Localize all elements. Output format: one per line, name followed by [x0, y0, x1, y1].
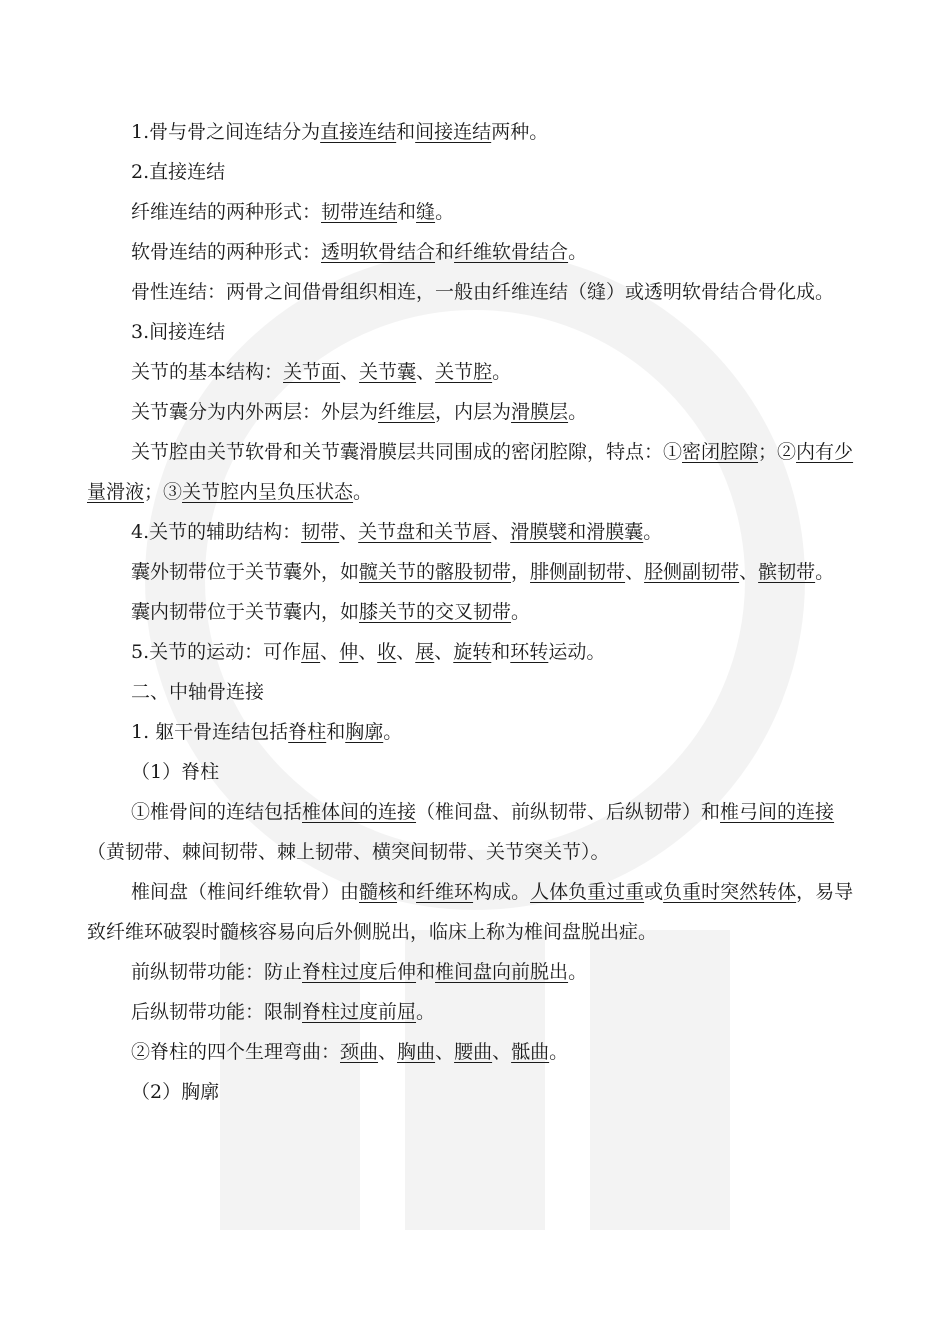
underlined-term: 膝关节的交叉韧带 [359, 601, 512, 623]
paragraph-p6 [87, 312, 867, 352]
text-run: 、 [396, 641, 416, 663]
text-run: 、 [340, 361, 360, 383]
paragraph-p21 [87, 1032, 867, 1072]
underlined-term: 人体负重过重 [530, 881, 645, 903]
underlined-term: 关节腔 [435, 361, 493, 383]
paragraph-p17 [87, 792, 867, 872]
underlined-term: 髓核 [359, 881, 398, 903]
text-run: ， [511, 561, 531, 583]
underlined-term: 腓侧副韧带 [530, 561, 626, 583]
text-run: 、 [358, 641, 378, 663]
text-run: 。 [435, 201, 455, 223]
text-run: 5.关节的运动：可作 [131, 641, 302, 663]
text-run: 前纵韧带功能：防止 [131, 961, 303, 983]
underlined-term: 滑膜层 [511, 401, 569, 423]
text-run: 运动。 [548, 641, 606, 663]
underlined-term: 骶曲 [511, 1041, 550, 1063]
paragraph-p15 [87, 712, 867, 752]
text-run: 1. 躯干骨连结包括 [131, 721, 289, 743]
text-run: 、 [416, 361, 436, 383]
paragraph-p20 [87, 992, 867, 1032]
paragraph-p4 [87, 232, 867, 272]
underlined-term: 透明软骨结合 [321, 241, 436, 263]
paragraph-p14 [87, 672, 867, 712]
text-run: 、 [339, 521, 359, 543]
paragraph-p5 [87, 272, 867, 312]
paragraph-p19 [87, 952, 867, 992]
text-run: 和 [416, 961, 436, 983]
text-run: 。 [815, 561, 835, 583]
text-run: 囊内韧带位于关节囊内，如 [131, 601, 360, 623]
text-run: 关节囊分为内外两层：外层为 [131, 401, 379, 423]
text-run: 和 [326, 721, 346, 743]
underlined-term: 展 [415, 641, 435, 663]
text-run: 骨性连结：两骨之间借骨组织相连，一般由纤维连结（缝）或透明软骨结合骨化成。 [131, 281, 835, 303]
underlined-term: 纤维软骨结合 [454, 241, 569, 263]
text-run: ①椎骨间的连结包括 [131, 801, 303, 823]
underlined-term: 腰曲 [454, 1041, 493, 1063]
text-run: （2）胸廓 [131, 1081, 220, 1103]
text-run: 关节腔由关节软骨和关节囊滑膜层共同围成的密闭腔隙，特点：① [131, 441, 683, 463]
text-run: 和 [435, 241, 455, 263]
underlined-term: 脊柱过度后伸 [302, 961, 417, 983]
text-run: 、 [492, 1041, 512, 1063]
text-run: （椎间盘、前纵韧带、后纵韧带）和 [416, 801, 721, 823]
text-run: 纤维连结的两种形式： [131, 201, 322, 223]
text-run: 、 [625, 561, 645, 583]
underlined-term: 滑膜襞和滑膜囊 [510, 521, 644, 543]
text-run: 两种。 [491, 121, 549, 143]
paragraph-p3 [87, 192, 867, 232]
paragraph-p9 [87, 432, 867, 512]
text-run: 椎间盘（椎间纤维软骨）由 [131, 881, 360, 903]
text-run: 4.关节的辅助结构： [131, 521, 302, 543]
text-run: 。 [416, 1001, 436, 1023]
text-run: ；② [758, 441, 797, 463]
underlined-term: 伸 [339, 641, 359, 663]
paragraph-p22 [87, 1072, 867, 1112]
underlined-term: 胸廓 [345, 721, 384, 743]
underlined-term: 屈 [301, 641, 321, 663]
text-run: ；③ [144, 481, 183, 503]
text-run: 和 [397, 201, 417, 223]
underlined-term: 旋转 [453, 641, 492, 663]
text-run: 。 [492, 361, 512, 383]
paragraph-p2 [87, 152, 867, 192]
text-run: 关节的基本结构： [131, 361, 284, 383]
text-run: ②脊柱的四个生理弯曲： [131, 1041, 341, 1063]
paragraph-p10 [87, 512, 867, 552]
paragraph-p1 [87, 112, 867, 152]
text-run: 3.间接连结 [131, 321, 226, 343]
underlined-term: 关节腔内呈负压状态 [182, 481, 354, 503]
underlined-term: 纤维层 [378, 401, 436, 423]
text-run: 。 [511, 601, 531, 623]
underlined-term: 直接连结 [320, 121, 397, 143]
underlined-term: 关节面 [283, 361, 341, 383]
text-run: 或 [644, 881, 664, 903]
underlined-term: 收 [377, 641, 397, 663]
underlined-term: 纤维环 [416, 881, 474, 903]
underlined-term: 脊柱 [288, 721, 327, 743]
paragraph-p18 [87, 872, 867, 952]
text-run: 构成。 [473, 881, 531, 903]
text-run: ，易导致纤维环破裂时髓核容易向后外侧脱出，临床上称为椎间盘脱出症。 [87, 881, 854, 943]
text-run: 。 [568, 961, 588, 983]
underlined-term: 椎弓间的连接 [720, 801, 835, 823]
text-run: （1）脊柱 [131, 761, 220, 783]
text-run: 、 [739, 561, 759, 583]
text-run: ，内层为 [435, 401, 512, 423]
text-run: 和 [396, 121, 416, 143]
underlined-term: 环转 [510, 641, 549, 663]
text-run: 1.骨与骨之间连结分为 [131, 121, 321, 143]
underlined-term: 脊柱过度前屈 [302, 1001, 417, 1023]
underlined-term: 髋关节的髂股韧带 [359, 561, 512, 583]
text-run: 、 [435, 1041, 455, 1063]
text-run: 、 [378, 1041, 398, 1063]
text-run: 和 [397, 881, 417, 903]
underlined-term: 胸曲 [397, 1041, 436, 1063]
paragraph-p12 [87, 592, 867, 632]
text-run: （黄韧带、棘间韧带、棘上韧带、横突间韧带、关节突关节）。 [87, 841, 610, 863]
text-run: 。 [568, 241, 588, 263]
document-body [87, 112, 867, 1112]
text-run: 和 [491, 641, 511, 663]
underlined-term: 内有少量滑液 [87, 441, 854, 503]
text-run: 、 [491, 521, 511, 543]
underlined-term: 密闭腔隙 [682, 441, 759, 463]
underlined-term: 负重时突然转体 [663, 881, 797, 903]
text-run: 2.直接连结 [131, 161, 226, 183]
paragraph-p7 [87, 352, 867, 392]
text-run: 。 [383, 721, 403, 743]
text-run: 软骨连结的两种形式： [131, 241, 322, 263]
underlined-term: 缝 [416, 201, 436, 223]
paragraph-p8 [87, 392, 867, 432]
text-run: 。 [568, 401, 588, 423]
underlined-term: 髌韧带 [758, 561, 816, 583]
underlined-term: 椎间盘向前脱出 [435, 961, 569, 983]
paragraph-p16 [87, 752, 867, 792]
underlined-term: 椎体间的连接 [302, 801, 417, 823]
text-run: 、 [320, 641, 340, 663]
underlined-term: 关节囊 [359, 361, 417, 383]
text-run: 。 [353, 481, 373, 503]
paragraph-p11 [87, 552, 867, 592]
text-run: 后纵韧带功能：限制 [131, 1001, 303, 1023]
underlined-term: 颈曲 [340, 1041, 379, 1063]
underlined-term: 韧带 [301, 521, 340, 543]
text-run: 。 [643, 521, 663, 543]
text-run: 囊外韧带位于关节囊外，如 [131, 561, 360, 583]
text-run: 、 [434, 641, 454, 663]
underlined-term: 间接连结 [415, 121, 492, 143]
text-run: 。 [549, 1041, 569, 1063]
paragraph-p13 [87, 632, 867, 672]
text-run: 二、中轴骨连接 [131, 681, 265, 703]
underlined-term: 胫侧副韧带 [644, 561, 740, 583]
underlined-term: 关节盘和关节唇 [358, 521, 492, 543]
underlined-term: 韧带连结 [321, 201, 398, 223]
